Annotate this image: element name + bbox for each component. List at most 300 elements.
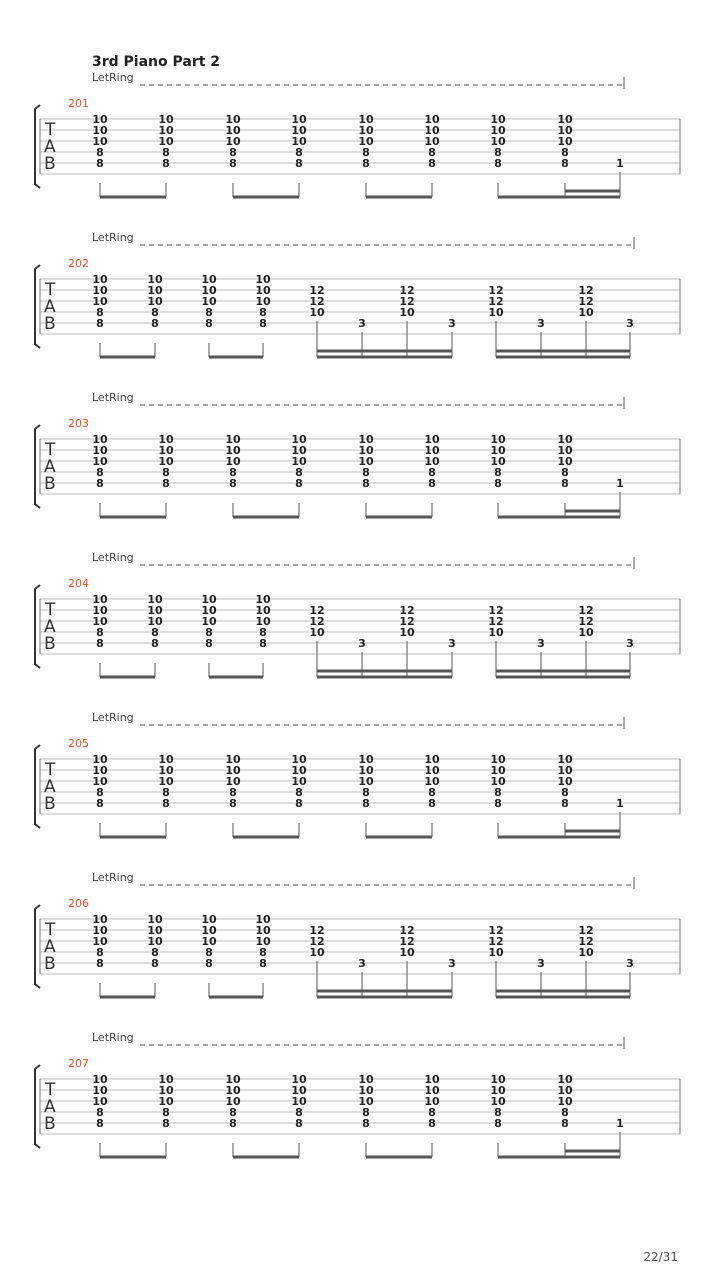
fret-number: 10 xyxy=(225,135,241,148)
fret-number: 10 xyxy=(490,124,506,137)
fret-number: 10 xyxy=(557,433,573,446)
fret-number: 10 xyxy=(92,764,108,777)
tab-clef-letter: B xyxy=(44,634,56,654)
fret-number: 10 xyxy=(490,775,506,788)
fret-number: 10 xyxy=(358,455,374,468)
fret-number: 10 xyxy=(291,113,307,126)
fret-number: 8 xyxy=(96,957,104,970)
fret-number: 10 xyxy=(358,1095,374,1108)
fret-number: 10 xyxy=(147,604,163,617)
fret-number: 10 xyxy=(92,615,108,628)
fret-number: 8 xyxy=(162,466,170,479)
fret-number: 10 xyxy=(201,615,217,628)
fret-number: 10 xyxy=(578,946,594,959)
fret-number: 3 xyxy=(448,637,456,650)
fret-number: 10 xyxy=(490,1095,506,1108)
fret-number: 8 xyxy=(259,317,267,330)
fret-number: 10 xyxy=(424,124,440,137)
fret-number: 12 xyxy=(488,615,504,628)
fret-number: 10 xyxy=(92,135,108,148)
fret-number: 10 xyxy=(424,113,440,126)
page-indicator: 22/31 xyxy=(643,1250,678,1264)
fret-number: 3 xyxy=(358,957,366,970)
fret-number: 8 xyxy=(494,157,502,170)
bar-number: 201 xyxy=(68,97,89,110)
fret-number: 10 xyxy=(92,1084,108,1097)
fret-number: 10 xyxy=(201,593,217,606)
tab-clef-letter: B xyxy=(44,794,56,814)
fret-number: 10 xyxy=(291,775,307,788)
system-bracket xyxy=(35,105,40,188)
fret-number: 10 xyxy=(358,775,374,788)
fret-number: 10 xyxy=(255,913,271,926)
fret-number: 10 xyxy=(201,284,217,297)
fret-number: 10 xyxy=(92,913,108,926)
fret-number: 8 xyxy=(428,1117,436,1130)
fret-number: 10 xyxy=(424,444,440,457)
fret-number: 8 xyxy=(229,146,237,159)
fret-number: 8 xyxy=(162,1117,170,1130)
fret-number: 10 xyxy=(424,1073,440,1086)
fret-number: 10 xyxy=(255,615,271,628)
fret-number: 10 xyxy=(309,946,325,959)
fret-number: 10 xyxy=(578,306,594,319)
fret-number: 8 xyxy=(205,946,213,959)
fret-number: 8 xyxy=(96,1106,104,1119)
fret-number: 8 xyxy=(205,317,213,330)
fret-number: 8 xyxy=(561,797,569,810)
fret-number: 3 xyxy=(626,957,634,970)
fret-number: 10 xyxy=(225,444,241,457)
fret-number: 10 xyxy=(225,1073,241,1086)
fret-number: 8 xyxy=(362,477,370,490)
fret-number: 8 xyxy=(229,157,237,170)
fret-number: 8 xyxy=(162,786,170,799)
fret-number: 10 xyxy=(147,913,163,926)
fret-number: 8 xyxy=(96,786,104,799)
fret-number: 8 xyxy=(205,306,213,319)
fret-number: 8 xyxy=(561,786,569,799)
bar-number: 205 xyxy=(68,737,89,750)
fret-number: 12 xyxy=(488,295,504,308)
fret-number: 10 xyxy=(291,753,307,766)
fret-number: 10 xyxy=(291,124,307,137)
tab-clef-letter: T xyxy=(45,760,56,780)
fret-number: 12 xyxy=(399,284,415,297)
fret-number: 8 xyxy=(561,1106,569,1119)
fret-number: 10 xyxy=(225,113,241,126)
fret-number: 10 xyxy=(147,295,163,308)
system-bracket xyxy=(35,425,40,508)
fret-number: 10 xyxy=(158,753,174,766)
fret-number: 10 xyxy=(147,924,163,937)
fret-number: 8 xyxy=(96,946,104,959)
fret-number: 10 xyxy=(358,124,374,137)
fret-number: 10 xyxy=(201,295,217,308)
fret-number: 10 xyxy=(255,935,271,948)
fret-number: 10 xyxy=(158,135,174,148)
fret-number: 10 xyxy=(201,273,217,286)
fret-number: 12 xyxy=(488,935,504,948)
fret-number: 12 xyxy=(399,615,415,628)
tab-clef-letter: B xyxy=(44,314,56,334)
fret-number: 10 xyxy=(92,604,108,617)
fret-number: 12 xyxy=(399,935,415,948)
fret-number: 10 xyxy=(557,1095,573,1108)
fret-number: 8 xyxy=(428,797,436,810)
fret-number: 8 xyxy=(561,466,569,479)
fret-number: 12 xyxy=(399,924,415,937)
fret-number: 10 xyxy=(158,444,174,457)
tab-clef-letter: B xyxy=(44,154,56,174)
fret-number: 12 xyxy=(309,924,325,937)
fret-number: 10 xyxy=(557,1073,573,1086)
let-ring-label: LetRing xyxy=(92,231,134,244)
fret-number: 8 xyxy=(295,157,303,170)
bar-number: 202 xyxy=(68,257,89,270)
fret-number: 8 xyxy=(428,477,436,490)
fret-number: 8 xyxy=(151,306,159,319)
fret-number: 10 xyxy=(201,935,217,948)
fret-number: 10 xyxy=(147,935,163,948)
fret-number: 8 xyxy=(96,1117,104,1130)
fret-number: 10 xyxy=(490,135,506,148)
tab-clef-letter: A xyxy=(44,617,56,637)
fret-number: 10 xyxy=(92,753,108,766)
fret-number: 10 xyxy=(291,433,307,446)
fret-number: 10 xyxy=(557,113,573,126)
fret-number: 12 xyxy=(578,604,594,617)
fret-number: 3 xyxy=(358,317,366,330)
fret-number: 10 xyxy=(488,946,504,959)
fret-number: 10 xyxy=(399,306,415,319)
fret-number: 10 xyxy=(92,273,108,286)
fret-number: 10 xyxy=(158,113,174,126)
tab-clef-letter: T xyxy=(45,120,56,140)
fret-number: 8 xyxy=(295,477,303,490)
fret-number: 10 xyxy=(358,444,374,457)
fret-number: 10 xyxy=(557,753,573,766)
fret-number: 8 xyxy=(96,157,104,170)
fret-number: 10 xyxy=(225,764,241,777)
fret-number: 8 xyxy=(162,797,170,810)
fret-number: 8 xyxy=(162,477,170,490)
fret-number: 10 xyxy=(92,775,108,788)
fret-number: 10 xyxy=(358,1084,374,1097)
fret-number: 10 xyxy=(92,924,108,937)
fret-number: 8 xyxy=(259,946,267,959)
system-bracket xyxy=(35,1065,40,1148)
fret-number: 12 xyxy=(309,935,325,948)
fret-number: 10 xyxy=(399,626,415,639)
fret-number: 12 xyxy=(399,295,415,308)
fret-number: 8 xyxy=(229,1117,237,1130)
fret-number: 8 xyxy=(494,1117,502,1130)
fret-number: 12 xyxy=(578,284,594,297)
tab-clef-letter: A xyxy=(44,297,56,317)
fret-number: 10 xyxy=(557,775,573,788)
fret-number: 10 xyxy=(291,1095,307,1108)
fret-number: 8 xyxy=(151,317,159,330)
fret-number: 10 xyxy=(490,1073,506,1086)
fret-number: 10 xyxy=(92,1095,108,1108)
fret-number: 8 xyxy=(259,637,267,650)
tab-clef-letter: A xyxy=(44,137,56,157)
fret-number: 10 xyxy=(490,764,506,777)
fret-number: 8 xyxy=(151,957,159,970)
fret-number: 10 xyxy=(424,433,440,446)
fret-number: 10 xyxy=(92,593,108,606)
fret-number: 8 xyxy=(259,957,267,970)
bar-number: 203 xyxy=(68,417,89,430)
fret-number: 8 xyxy=(428,157,436,170)
fret-number: 10 xyxy=(255,924,271,937)
tab-clef-letter: A xyxy=(44,1097,56,1117)
fret-number: 10 xyxy=(557,444,573,457)
fret-number: 12 xyxy=(309,604,325,617)
fret-number: 12 xyxy=(578,924,594,937)
fret-number: 10 xyxy=(557,455,573,468)
fret-number: 10 xyxy=(490,1084,506,1097)
fret-number: 10 xyxy=(358,764,374,777)
fret-number: 8 xyxy=(428,466,436,479)
fret-number: 10 xyxy=(557,764,573,777)
tab-clef-letter: T xyxy=(45,920,56,940)
fret-number: 10 xyxy=(158,1084,174,1097)
fret-number: 10 xyxy=(225,124,241,137)
fret-number: 10 xyxy=(225,1095,241,1108)
system-bracket xyxy=(35,905,40,988)
fret-number: 10 xyxy=(147,593,163,606)
fret-number: 1 xyxy=(616,157,624,170)
fret-number: 8 xyxy=(295,466,303,479)
fret-number: 10 xyxy=(424,775,440,788)
fret-number: 10 xyxy=(92,1073,108,1086)
fret-number: 8 xyxy=(561,157,569,170)
fret-number: 8 xyxy=(205,637,213,650)
fret-number: 10 xyxy=(358,433,374,446)
fret-number: 8 xyxy=(494,786,502,799)
tab-clef-letter: T xyxy=(45,280,56,300)
let-ring-label: LetRing xyxy=(92,391,134,404)
fret-number: 10 xyxy=(255,284,271,297)
fret-number: 10 xyxy=(490,753,506,766)
fret-number: 12 xyxy=(488,284,504,297)
fret-number: 1 xyxy=(616,477,624,490)
fret-number: 10 xyxy=(158,433,174,446)
fret-number: 3 xyxy=(626,317,634,330)
fret-number: 8 xyxy=(362,146,370,159)
fret-number: 12 xyxy=(399,604,415,617)
fret-number: 8 xyxy=(295,1106,303,1119)
fret-number: 8 xyxy=(151,946,159,959)
fret-number: 8 xyxy=(151,626,159,639)
fret-number: 8 xyxy=(428,786,436,799)
fret-number: 3 xyxy=(537,317,545,330)
fret-number: 10 xyxy=(255,593,271,606)
fret-number: 10 xyxy=(358,135,374,148)
fret-number: 8 xyxy=(151,637,159,650)
fret-number: 8 xyxy=(561,477,569,490)
fret-number: 8 xyxy=(205,957,213,970)
fret-number: 8 xyxy=(259,306,267,319)
fret-number: 10 xyxy=(225,433,241,446)
fret-number: 10 xyxy=(255,295,271,308)
fret-number: 10 xyxy=(225,1084,241,1097)
fret-number: 10 xyxy=(557,124,573,137)
fret-number: 8 xyxy=(162,157,170,170)
fret-number: 10 xyxy=(225,455,241,468)
fret-number: 10 xyxy=(358,1073,374,1086)
fret-number: 10 xyxy=(92,113,108,126)
fret-number: 10 xyxy=(424,1095,440,1108)
fret-number: 8 xyxy=(494,466,502,479)
fret-number: 10 xyxy=(424,455,440,468)
fret-number: 10 xyxy=(291,1084,307,1097)
fret-number: 8 xyxy=(295,786,303,799)
fret-number: 10 xyxy=(291,764,307,777)
let-ring-label: LetRing xyxy=(92,551,134,564)
fret-number: 8 xyxy=(494,146,502,159)
fret-number: 12 xyxy=(309,295,325,308)
fret-number: 10 xyxy=(158,1073,174,1086)
fret-number: 8 xyxy=(162,1106,170,1119)
system-bracket xyxy=(35,745,40,828)
fret-number: 10 xyxy=(291,1073,307,1086)
system-bracket xyxy=(35,265,40,348)
fret-number: 1 xyxy=(616,1117,624,1130)
fret-number: 10 xyxy=(147,273,163,286)
fret-number: 10 xyxy=(158,455,174,468)
fret-number: 10 xyxy=(424,1084,440,1097)
fret-number: 8 xyxy=(362,157,370,170)
fret-number: 8 xyxy=(96,637,104,650)
fret-number: 8 xyxy=(494,1106,502,1119)
fret-number: 10 xyxy=(490,455,506,468)
fret-number: 10 xyxy=(201,604,217,617)
tab-clef-letter: B xyxy=(44,1114,56,1134)
fret-number: 8 xyxy=(229,466,237,479)
fret-number: 10 xyxy=(158,775,174,788)
fret-number: 10 xyxy=(488,306,504,319)
fret-number: 12 xyxy=(578,615,594,628)
tab-clef-letter: T xyxy=(45,600,56,620)
tab-clef-letter: A xyxy=(44,777,56,797)
fret-number: 10 xyxy=(92,935,108,948)
let-ring-label: LetRing xyxy=(92,1031,134,1044)
fret-number: 12 xyxy=(309,284,325,297)
fret-number: 12 xyxy=(488,604,504,617)
fret-number: 10 xyxy=(424,135,440,148)
fret-number: 10 xyxy=(358,753,374,766)
fret-number: 8 xyxy=(96,317,104,330)
fret-number: 8 xyxy=(205,626,213,639)
fret-number: 10 xyxy=(490,113,506,126)
fret-number: 10 xyxy=(225,753,241,766)
fret-number: 8 xyxy=(96,466,104,479)
fret-number: 3 xyxy=(448,317,456,330)
fret-number: 8 xyxy=(259,626,267,639)
fret-number: 8 xyxy=(229,1106,237,1119)
fret-number: 8 xyxy=(561,1117,569,1130)
bar-number: 204 xyxy=(68,577,89,590)
fret-number: 10 xyxy=(92,444,108,457)
let-ring-label: LetRing xyxy=(92,711,134,724)
fret-number: 1 xyxy=(616,797,624,810)
fret-number: 8 xyxy=(362,786,370,799)
fret-number: 8 xyxy=(428,146,436,159)
fret-number: 8 xyxy=(162,146,170,159)
fret-number: 10 xyxy=(424,764,440,777)
fret-number: 10 xyxy=(291,444,307,457)
fret-number: 8 xyxy=(362,797,370,810)
fret-number: 10 xyxy=(399,946,415,959)
fret-number: 10 xyxy=(92,295,108,308)
fret-number: 8 xyxy=(96,477,104,490)
tab-clef-letter: A xyxy=(44,457,56,477)
fret-number: 10 xyxy=(490,433,506,446)
fret-number: 10 xyxy=(488,626,504,639)
fret-number: 3 xyxy=(626,637,634,650)
tab-clef-letter: A xyxy=(44,937,56,957)
fret-number: 8 xyxy=(229,477,237,490)
let-ring-label: LetRing xyxy=(92,71,134,84)
fret-number: 3 xyxy=(537,637,545,650)
fret-number: 8 xyxy=(295,146,303,159)
fret-number: 8 xyxy=(362,1106,370,1119)
fret-number: 10 xyxy=(490,444,506,457)
fret-number: 10 xyxy=(309,306,325,319)
fret-number: 10 xyxy=(158,764,174,777)
fret-number: 8 xyxy=(362,466,370,479)
fret-number: 10 xyxy=(92,455,108,468)
fret-number: 8 xyxy=(494,477,502,490)
fret-number: 10 xyxy=(92,124,108,137)
fret-number: 8 xyxy=(494,797,502,810)
fret-number: 12 xyxy=(578,935,594,948)
fret-number: 10 xyxy=(255,604,271,617)
fret-number: 8 xyxy=(96,626,104,639)
fret-number: 10 xyxy=(578,626,594,639)
fret-number: 10 xyxy=(92,433,108,446)
fret-number: 10 xyxy=(291,135,307,148)
fret-number: 8 xyxy=(96,797,104,810)
fret-number: 10 xyxy=(424,753,440,766)
fret-number: 3 xyxy=(537,957,545,970)
fret-number: 10 xyxy=(158,124,174,137)
let-ring-label: LetRing xyxy=(92,871,134,884)
fret-number: 8 xyxy=(428,1106,436,1119)
fret-number: 8 xyxy=(229,786,237,799)
fret-number: 10 xyxy=(147,615,163,628)
fret-number: 8 xyxy=(295,1117,303,1130)
fret-number: 10 xyxy=(358,113,374,126)
fret-number: 8 xyxy=(295,797,303,810)
fret-number: 8 xyxy=(229,797,237,810)
fret-number: 10 xyxy=(255,273,271,286)
fret-number: 10 xyxy=(158,1095,174,1108)
bar-number: 207 xyxy=(68,1057,89,1070)
system-bracket xyxy=(35,585,40,668)
bar-number: 206 xyxy=(68,897,89,910)
fret-number: 10 xyxy=(92,284,108,297)
fret-number: 8 xyxy=(561,146,569,159)
fret-number: 12 xyxy=(488,924,504,937)
fret-number: 10 xyxy=(309,626,325,639)
fret-number: 10 xyxy=(557,135,573,148)
tab-clef-letter: B xyxy=(44,474,56,494)
fret-number: 3 xyxy=(448,957,456,970)
